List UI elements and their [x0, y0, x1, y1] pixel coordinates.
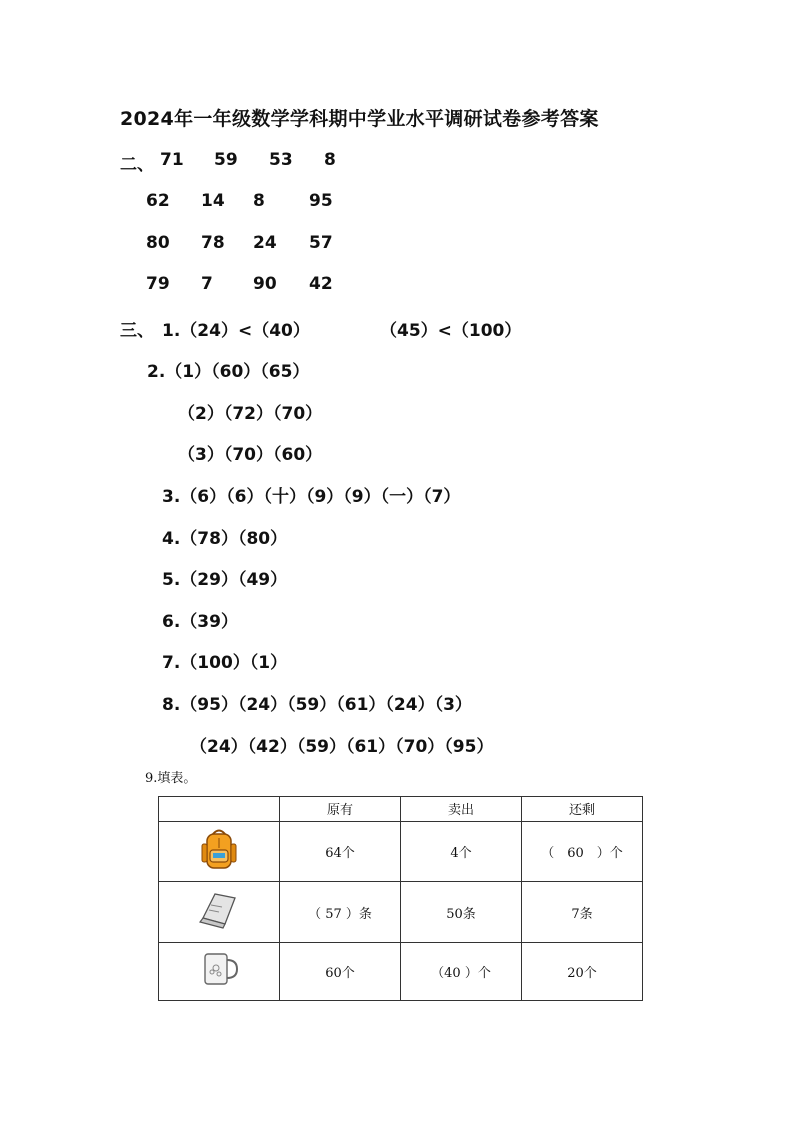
answer-q1b: （45）<（100） [380, 321, 522, 341]
header-cell: 原有 [280, 797, 401, 822]
item-image-cell [159, 821, 280, 882]
item-image-cell [159, 882, 280, 943]
answer-number: 59 [214, 150, 238, 170]
table-header-row [159, 797, 643, 822]
table-cell: 4个 [401, 821, 522, 882]
answer-number: 79 [146, 274, 170, 294]
section3-label: 三、 [120, 321, 154, 341]
fill-table [158, 796, 643, 1001]
answer-q2-1: 2.（1）（60）（65） [147, 362, 310, 382]
header-cell: 卖出 [401, 797, 522, 822]
answer-q4: 4.（78）（80） [162, 529, 288, 549]
mug-icon [197, 948, 241, 994]
answer-q8a: 8.（95）（24）（59）（61）（24）（3） [162, 695, 472, 715]
answer-number: 62 [146, 191, 170, 211]
section2-label: 二、 [120, 155, 154, 175]
answer-q1a: 1.（24）<（40） [162, 321, 310, 341]
table-cell: 7条 [522, 882, 643, 943]
answer-q7: 7.（100）（1） [162, 653, 288, 673]
answer-number: 14 [201, 191, 225, 211]
table-cell: 50条 [401, 882, 522, 943]
answer-number: 42 [309, 274, 333, 294]
table-cell: 64个 [280, 821, 401, 882]
header-cell [159, 797, 280, 822]
answer-q8b: （24）（42）（59）（61）（70）（95） [190, 737, 494, 757]
item-image-cell [159, 942, 280, 1000]
backpack-icon [196, 828, 242, 876]
table-cell: （ 60 ）个 [522, 821, 643, 882]
answer-q5: 5.（29）（49） [162, 570, 288, 590]
answer-number: 95 [309, 191, 333, 211]
towel-icon [195, 888, 243, 936]
table-cell: （ 57 ）条 [280, 882, 401, 943]
table-row [159, 942, 643, 1000]
answer-q2-3: （3）（70）（60） [178, 445, 323, 465]
table-row [159, 821, 643, 882]
table-cell: 60个 [280, 942, 401, 1000]
answer-number: 80 [146, 233, 170, 253]
answer-number: 71 [160, 150, 184, 170]
table-row [159, 882, 643, 943]
answer-number: 78 [201, 233, 225, 253]
answer-number: 8 [324, 150, 336, 170]
answer-number: 7 [201, 274, 213, 294]
page-title: 2024年一年级数学学科期中学业水平调研试卷参考答案 [120, 108, 599, 130]
answer-number: 53 [269, 150, 293, 170]
answer-number: 90 [253, 274, 277, 294]
table-cell: 20个 [522, 942, 643, 1000]
q9-label: 9.填表。 [145, 771, 197, 786]
answer-q2-2: （2）（72）（70） [178, 404, 323, 424]
table-cell: （40 ）个 [401, 942, 522, 1000]
answer-number: 24 [253, 233, 277, 253]
answer-number: 57 [309, 233, 333, 253]
answer-q3: 3.（6）（6）（十）（9）（9）（一）（7） [162, 487, 461, 507]
answer-number: 8 [253, 191, 265, 211]
header-cell: 还剩 [522, 797, 643, 822]
answer-q6: 6.（39） [162, 612, 238, 632]
